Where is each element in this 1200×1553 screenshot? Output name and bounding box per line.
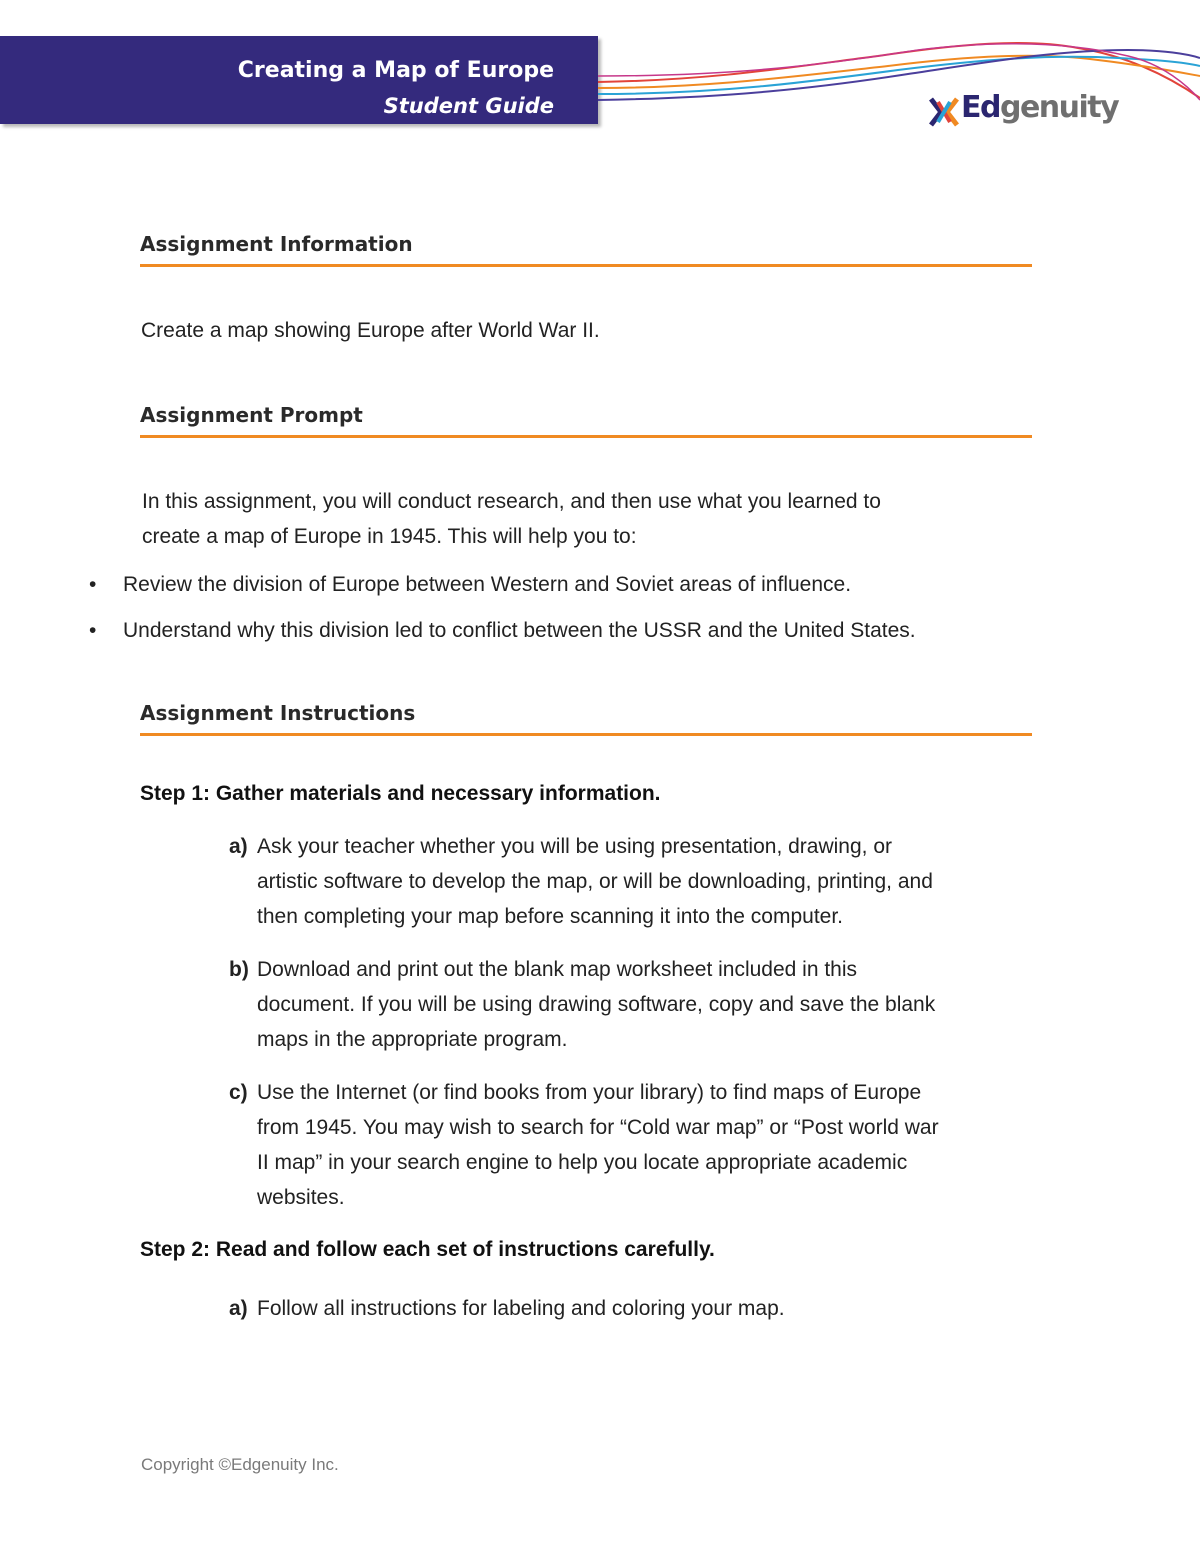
- document-title: Creating a Map of Europe: [237, 58, 554, 83]
- edgenuity-logo: [928, 90, 1119, 132]
- title-banner: [0, 36, 598, 124]
- copyright-footer: Copyright ©Edgenuity Inc.: [141, 1455, 339, 1474]
- assignment-information-text: Create a map showing Europe after World War II.: [141, 319, 600, 342]
- step-2-title: Step 2: Read and follow each set of instructions carefully.: [140, 1238, 715, 1261]
- step-1-title: Step 1: Gather materials and necessary information.: [140, 782, 661, 805]
- assignment-instructions-heading: Assignment Instructions: [140, 701, 1032, 736]
- assignment-prompt-heading: Assignment Prompt: [140, 403, 1032, 438]
- logo-wordmark: Edgenuity: [961, 90, 1119, 125]
- document-subtitle: Student Guide: [383, 94, 554, 118]
- logo-x-icon: [928, 96, 960, 128]
- assignment-information-heading: Assignment Information: [140, 232, 1032, 267]
- assignment-prompt-text: In this assignment, you will conduct research, and then use what you learned to create a map of Europe in 1945. This will help you to:: [142, 490, 881, 548]
